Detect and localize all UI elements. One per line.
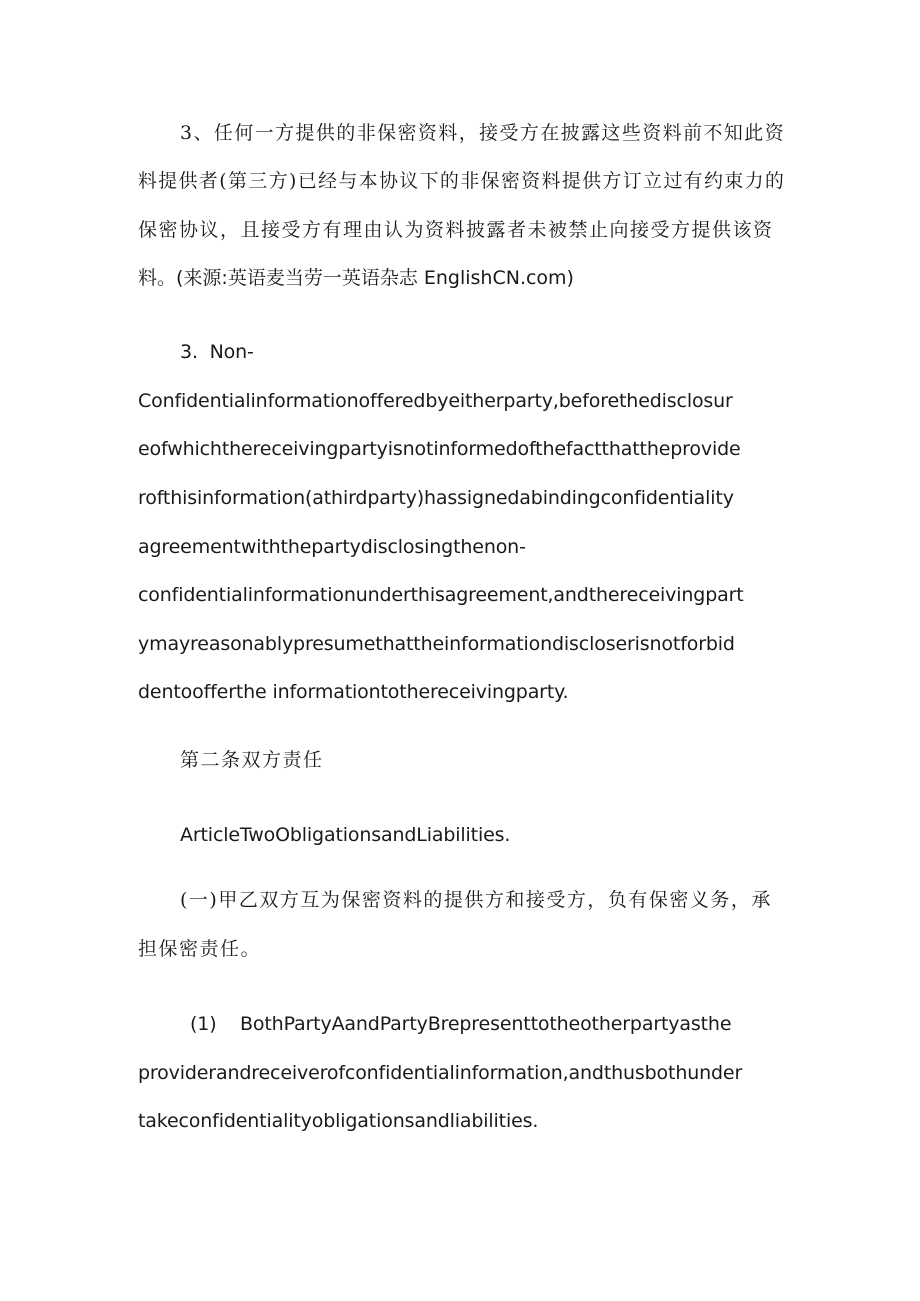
paragraph-en-1-line-7: ymayreasonablypresumethattheinformationdiscloserisnotforbid xyxy=(138,633,735,655)
paragraph-en-1-line-2: Confidentialinformationofferedbyeitherparty,beforethedisclosur xyxy=(138,390,733,412)
paragraph-en-2-line-1: (1) BothPartyAandPartyBrepresenttotheotherpartyasthe xyxy=(190,1013,732,1035)
article-heading-en: ArticleTwoObligationsandLiabilities. xyxy=(180,824,511,846)
paragraph-zh-2-line-1: (一)甲乙双方互为保密资料的提供方和接受方，负有保密义务，承 xyxy=(180,889,772,911)
paragraph-zh-1-line-1: 3、任何一方提供的非保密资料，接受方在披露这些资料前不知此资 xyxy=(180,122,786,144)
paragraph-en-1-line-4: rofthisinformation(athirdparty)hassignedabindingconfidentiality xyxy=(138,487,734,509)
paragraph-en-1-line-6: confidentialinformationunderthisagreement,andthereceivingpart xyxy=(138,584,744,606)
paragraph-en-1-line-5: agreementwiththepartydisclosingthenon- xyxy=(138,536,526,558)
paragraph-en-1-line-8: dentoofferthe informationtothereceivingparty. xyxy=(138,681,569,703)
paragraph-en-2-line-3: takeconfidentialityobligationsandliabilities. xyxy=(138,1110,539,1132)
paragraph-zh-1-line-2: 料提供者(第三方)已经与本协议下的非保密资料提供方订立过有约束力的 xyxy=(138,170,786,192)
article-heading-zh: 第二条双方责任 xyxy=(180,749,324,771)
paragraph-zh-1-line-4: 料。(来源:英语麦当劳一英语杂志 EnglishCN.com) xyxy=(138,267,574,289)
paragraph-en-1-line-1: 3. Non- xyxy=(180,341,254,363)
paragraph-en-2-line-2: providerandreceiverofconfidentialinformation,andthusbothunder xyxy=(138,1062,743,1084)
paragraph-zh-2-line-2: 担保密责任。 xyxy=(138,938,262,960)
paragraph-en-1-line-3: eofwhichthereceivingpartyisnotinformedofthefactthattheprovide xyxy=(138,438,741,460)
paragraph-zh-1-line-3: 保密协议，且接受方有理由认为资料披露者未被禁止向接受方提供该资 xyxy=(138,219,774,241)
